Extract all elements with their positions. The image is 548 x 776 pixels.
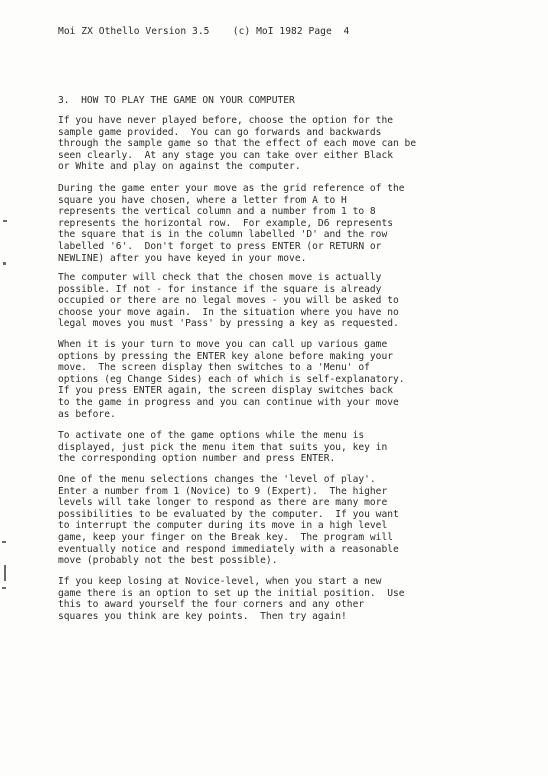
text-line: square you have chosen, where a letter from A to H xyxy=(58,194,347,206)
text-line: options by pressing the ENTER key alone before making your xyxy=(58,350,394,362)
text-line: occupied or there are no legal moves - you will be asked to xyxy=(58,295,399,307)
text-line: the corresponding option number and press ENTER. xyxy=(58,453,336,465)
scan-mark xyxy=(2,541,6,543)
text-line: To activate one of the game options while the menu is xyxy=(58,430,365,441)
text-line: eventually notice and respond immediately with a reasonable xyxy=(58,543,399,555)
text-line: During the game enter your move as the grid reference of the xyxy=(58,183,405,194)
paragraph-game-options xyxy=(58,339,405,420)
paragraph-level-of-play xyxy=(58,474,399,567)
text-line: move (probably not the best possible). xyxy=(58,555,278,567)
text-line: as before. xyxy=(58,408,116,420)
scan-mark xyxy=(2,587,6,589)
paragraph-activate-options xyxy=(58,430,387,465)
text-line: One of the menu selections changes the 'level of play'. xyxy=(58,474,376,485)
text-line: squares you think are key points. Then try again! xyxy=(58,610,347,622)
text-line: possible. If not - for instance if the square is already xyxy=(58,283,382,295)
page-header xyxy=(58,26,349,37)
header-copyright: (c) MoI 1982 Page 4 xyxy=(232,26,350,37)
text-line: Enter a number from 1 (Novice) to 9 (Expert). The higher xyxy=(58,485,388,497)
text-line: to the game in progress and you can continue with your move xyxy=(58,396,399,408)
text-line: game there is an option to set up the initial position. Use xyxy=(58,587,405,599)
text-line: to interrupt the computer during its move in a high level xyxy=(58,520,388,532)
text-line: displayed, just pick the menu item that suits you, key in xyxy=(58,441,388,453)
text-line: If you keep losing at Novice-level, when you start a new xyxy=(58,576,382,587)
text-line: If you have never played before, choose the option for the xyxy=(58,115,394,126)
text-line: or White and play on against the computer. xyxy=(58,161,301,173)
text-line: possibilities to be evaluated by the computer. If you want xyxy=(58,508,399,520)
text-line: this to award yourself the four corners and any other xyxy=(58,599,365,611)
text-line: If you press ENTER again, the screen display switches back xyxy=(58,385,394,397)
paragraph-novice-level xyxy=(58,576,405,622)
scan-mark xyxy=(3,262,6,265)
text-line: The computer will check that the chosen move is actually xyxy=(58,272,382,283)
paragraph-sample-game xyxy=(58,115,416,173)
text-line: legal moves you must 'Pass' by pressing a key as requested. xyxy=(58,318,399,330)
scan-mark xyxy=(3,220,7,222)
text-line: through the sample game so that the effect of each move can be xyxy=(58,138,417,150)
text-line: choose your move again. In the situation where you have no xyxy=(58,306,399,318)
text-line: sample game provided. You can go forwards and backwards xyxy=(58,126,382,138)
text-line: game, keep your finger on the Break key. The program will xyxy=(58,531,394,543)
header-title: Moi ZX Othello Version 3.5 xyxy=(58,26,210,37)
text-line: NEWLINE) after you have keyed in your move. xyxy=(58,252,307,264)
text-line: options (eg Change Sides) each of which is self-explanatory. xyxy=(58,373,405,385)
text-line: represents the vertical column and a number from 1 to 8 xyxy=(58,206,376,218)
paragraph-enter-move xyxy=(58,183,405,264)
paragraph-legal-moves xyxy=(58,272,399,330)
text-line: move. The screen display then switches to a 'Menu' of xyxy=(58,362,370,374)
text-line: levels will take longer to respond as there are many more xyxy=(58,497,388,509)
text-line: When it is your turn to move you can call up various game xyxy=(58,339,388,350)
section-heading: 3. HOW TO PLAY THE GAME ON YOUR COMPUTER xyxy=(58,95,295,106)
text-line: seen clearly. At any stage you can take over either Black xyxy=(58,149,394,161)
scan-mark xyxy=(4,565,6,581)
text-line: represents the horizontal row. For example, D6 represents xyxy=(58,217,394,229)
text-line: the square that is in the column labelled 'D' and the row xyxy=(58,229,388,241)
text-line: labelled '6'. Don't forget to press ENTER (or RETURN or xyxy=(58,240,382,252)
